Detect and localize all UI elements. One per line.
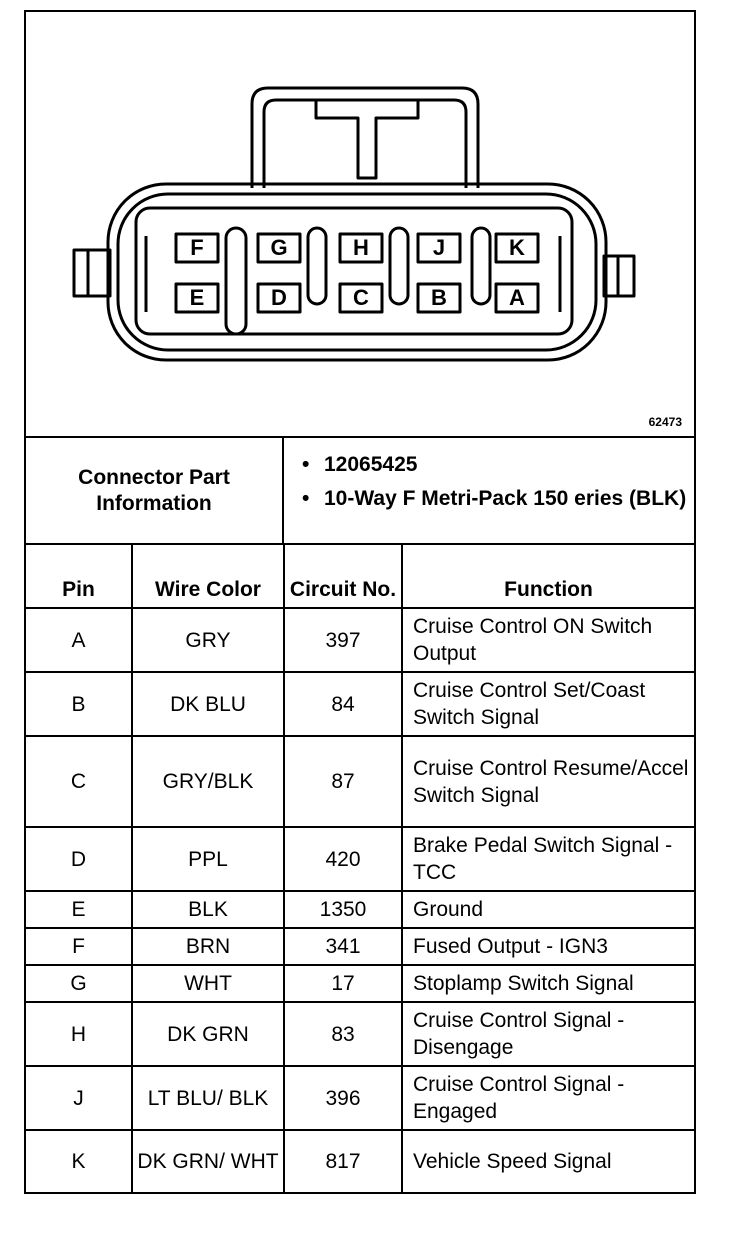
pin-cell: A: [26, 608, 132, 672]
pin-cell: D: [26, 827, 132, 891]
circuit-cell: 1350: [284, 891, 402, 928]
function-cell: Cruise Control Signal - Disengage: [402, 1002, 694, 1066]
latch-outline: [252, 88, 478, 188]
pin-label-h: H: [353, 235, 369, 260]
pin-cell: G: [26, 965, 132, 1002]
wire-color-cell: DK GRN/ WHT: [132, 1130, 284, 1192]
pin-label-j: J: [432, 235, 446, 260]
wire-color-cell: LT BLU/ BLK: [132, 1066, 284, 1130]
function-cell: Stoplamp Switch Signal: [402, 965, 694, 1002]
header-circuit-no: Circuit No.: [284, 544, 402, 608]
header-function: Function: [402, 544, 694, 608]
pin-cell: J: [26, 1066, 132, 1130]
circuit-cell: 83: [284, 1002, 402, 1066]
circuit-cell: 84: [284, 672, 402, 736]
wire-color-cell: DK BLU: [132, 672, 284, 736]
pin-cell: E: [26, 891, 132, 928]
key-post-left: [226, 228, 246, 334]
table-row: [26, 672, 694, 736]
function-cell: Brake Pedal Switch Signal - TCC: [402, 827, 694, 891]
pin-label-a: A: [509, 285, 525, 310]
circuit-cell: 420: [284, 827, 402, 891]
key-post-2: [308, 228, 326, 304]
pin-cell: K: [26, 1130, 132, 1192]
part-number: • 12065425: [324, 452, 694, 478]
pin-label-f: F: [190, 235, 204, 260]
pin-cell: H: [26, 1002, 132, 1066]
pin-label-b: B: [431, 285, 447, 310]
wire-color-cell: WHT: [132, 965, 284, 1002]
header-pin: Pin: [26, 544, 132, 608]
circuit-cell: 87: [284, 736, 402, 827]
wire-color-cell: GRY/BLK: [132, 736, 284, 827]
function-cell: Cruise Control ON Switch Output: [402, 608, 694, 672]
side-tab-left: [74, 250, 110, 296]
table-row: [26, 928, 694, 965]
table-row: [26, 608, 694, 672]
pin-label-c: C: [353, 285, 369, 310]
key-post-right: [472, 228, 490, 304]
wire-color-cell: DK GRN: [132, 1002, 284, 1066]
function-cell: Vehicle Speed Signal: [402, 1130, 694, 1192]
circuit-cell: 397: [284, 608, 402, 672]
connector-info-list: [284, 438, 694, 543]
table-row: [26, 891, 694, 928]
circuit-cell: 396: [284, 1066, 402, 1130]
pin-cell: F: [26, 928, 132, 965]
table-row: [26, 1002, 694, 1066]
circuit-cell: 341: [284, 928, 402, 965]
table-row: [26, 736, 694, 827]
function-cell: Cruise Control Set/Coast Switch Signal: [402, 672, 694, 736]
function-cell: Cruise Control Signal - Engaged: [402, 1066, 694, 1130]
wire-color-cell: BRN: [132, 928, 284, 965]
pin-label-g: G: [270, 235, 288, 260]
pin-label-k: K: [509, 235, 525, 260]
connector-cavity: [136, 208, 572, 334]
connector-description: • 10-Way F Metri-Pack 150 eries (BLK): [324, 486, 694, 512]
connector-body-mid: [118, 194, 596, 350]
function-cell: Ground: [402, 891, 694, 928]
key-post-3: [390, 228, 408, 304]
connector-drawing: [26, 12, 694, 436]
wire-color-cell: GRY: [132, 608, 284, 672]
table-row: [26, 827, 694, 891]
pin-cell: C: [26, 736, 132, 827]
wire-color-cell: PPL: [132, 827, 284, 891]
circuit-cell: 817: [284, 1130, 402, 1192]
wire-color-cell: BLK: [132, 891, 284, 928]
connector-info-row: [26, 436, 694, 543]
circuit-cell: 17: [284, 965, 402, 1002]
header-wire-color: Wire Color: [132, 544, 284, 608]
latch-tee: [316, 100, 418, 178]
table-row: [26, 965, 694, 1002]
latch-inner: [264, 100, 466, 188]
table-row: [26, 1066, 694, 1130]
function-cell: Cruise Control Resume/Accel Switch Signal: [402, 736, 694, 827]
pin-label-e: E: [189, 285, 205, 310]
function-cell: Fused Output - IGN3: [402, 928, 694, 965]
pin-cell: B: [26, 672, 132, 736]
connector-face-svg: [26, 12, 694, 436]
pin-label-d: D: [271, 285, 287, 310]
table-row: [26, 1130, 694, 1192]
figure-number: 62473: [648, 415, 682, 429]
connector-sheet: [24, 10, 696, 1194]
connector-info-label: Connector Part Information: [26, 438, 284, 543]
pin-table: [26, 543, 694, 1192]
